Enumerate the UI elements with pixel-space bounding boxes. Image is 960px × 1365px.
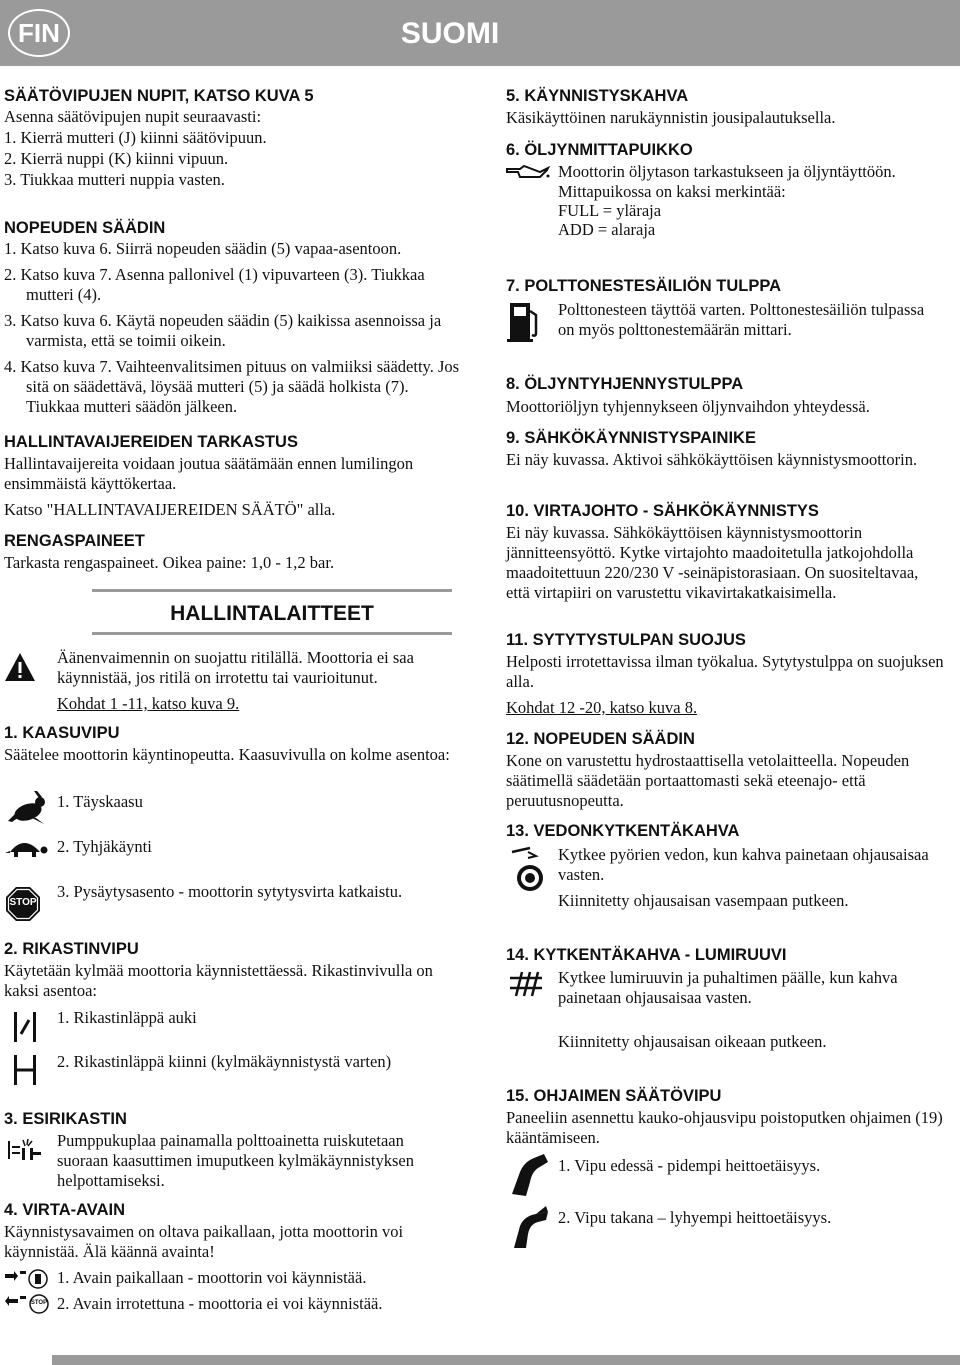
section-text: Paneeliin asennettu kauko-ohjausvipu poistoputken ohjaimen (19) kääntämiseen. bbox=[506, 1108, 943, 1147]
auger-handle-text bbox=[558, 968, 948, 1052]
section-text: Kytkee pyörien vedon, kun kahva painetaan ohjausaisaa vasten. bbox=[558, 845, 929, 884]
text-line: 3. Tiukkaa mutteri nuppia vasten. bbox=[4, 170, 225, 189]
turtle-icon bbox=[4, 836, 48, 865]
section-text: Ei näy kuvassa. Sähkökäyttöisen käynnistysmoottorin jännitteensyöttö. Kytke virtajohto maadoitetulla jatkojohdolla maadoitettuun 220/230 V -seinäpistorasiaan. On suositeltavaa, että virtapiiri on varustettu vikavirtakatkaisimella. bbox=[506, 523, 919, 602]
points-reference: Kohdat 1 -11, katso kuva 9. bbox=[57, 694, 240, 713]
section-text: Tarkasta rengaspaineet. Oikea paine: 1,0 - 1,2 bar. bbox=[4, 553, 335, 572]
section-text: Hallintavaijereita voidaan joutua säätämään ennen lumilingon ensimmäistä käyttökertaa. bbox=[4, 454, 414, 493]
section-reference: Katso "HALLINTAVAIJEREIDEN SÄÄTÖ" alla. bbox=[4, 500, 336, 519]
stop-sign-icon bbox=[5, 886, 41, 927]
text-line: Mittapuikossa on kaksi merkintää: bbox=[558, 182, 786, 201]
section-speed-control-right bbox=[506, 729, 946, 811]
section-electric-start-button bbox=[506, 428, 946, 470]
section-throttle bbox=[4, 723, 464, 765]
choke-open-icon bbox=[10, 1012, 40, 1047]
key-icon-label: STOP bbox=[30, 1300, 48, 1306]
divider bbox=[92, 589, 452, 592]
warning-text: Äänenvaimennin on suojattu ritilällä. Moottoria ei saa käynnistää, jos ritilä on irrotettu tai vaurioitunut. bbox=[57, 648, 414, 687]
chute-option-forward: 1. Vipu edessä - pidempi heittoetäisyys. bbox=[558, 1156, 821, 1175]
language-title: SUOMI bbox=[400, 17, 500, 50]
footer-bar bbox=[52, 1355, 960, 1365]
list-item: 1. Katso kuva 6. Siirrä nopeuden säädin (5) vapaa-asentoon. bbox=[4, 239, 402, 258]
section-title: HALLINTAVAIJEREIDEN TARKASTUS bbox=[4, 433, 298, 451]
language-code-badge: FIN bbox=[8, 9, 70, 57]
section-title: 3. ESIRIKASTIN bbox=[4, 1110, 127, 1128]
section-primer bbox=[4, 1109, 464, 1129]
section-note: Kiinnitetty ohjausaisan oikeaan putkeen. bbox=[558, 1032, 827, 1051]
key-option-removed: 2. Avain irrotettuna - moottoria ei voi käynnistää. bbox=[57, 1294, 383, 1313]
section-title: 4. VIRTA-AVAIN bbox=[4, 1201, 126, 1219]
section-title: SÄÄTÖVIPUJEN NUPIT, KATSO KUVA 5 bbox=[4, 87, 314, 105]
section-adjust-knobs bbox=[4, 86, 464, 190]
points-reference: Kohdat 12 -20, katso kuva 8. bbox=[506, 698, 698, 717]
section-tyre-pressure bbox=[4, 531, 464, 573]
drive-handle-text bbox=[558, 845, 948, 911]
section-text: Moottoriöljyn tyhjennykseen öljynvaihdon yhteydessä. bbox=[506, 397, 870, 416]
section-text: Pumppukuplaa painamalla polttoainetta ruiskutetaan suoraan kaasuttimen imuputkeen kylmäkäynnistyksen helpottamiseksi. bbox=[57, 1131, 414, 1190]
section-text: Säätelee moottorin käyntinopeutta. Kaasuvivulla on kolme asentoa: bbox=[4, 745, 450, 764]
text-line: ADD = alaraja bbox=[558, 220, 656, 239]
header-bar bbox=[0, 0, 960, 66]
section-title: 13. VEDONKYTKENTÄKAHVA bbox=[506, 822, 740, 840]
section-title: RENGASPAINEET bbox=[4, 532, 145, 550]
section-title: 6. ÖLJYNMITTAPUIKKO bbox=[506, 141, 693, 159]
section-spark-plug-cover bbox=[506, 630, 946, 718]
section-fuel-cap bbox=[506, 276, 946, 296]
throttle-option-stop: 3. Pysäytysasento - moottorin sytytysvirta katkaistu. bbox=[57, 882, 403, 901]
text-line: 1. Kierrä mutteri (J) kiinni säätövipuun. bbox=[4, 128, 267, 147]
key-inserted-icon bbox=[4, 1268, 48, 1295]
section-title: 2. RIKASTINVIPU bbox=[4, 940, 139, 958]
section-title: NOPEUDEN SÄÄDIN bbox=[4, 219, 166, 237]
section-text: Käytetään kylmää moottoria käynnistettäessä. Rikastinvivulla on kaksi asentoa: bbox=[4, 961, 433, 1000]
text-line: FULL = yläraja bbox=[558, 201, 662, 220]
wheel-drive-icon bbox=[508, 846, 548, 899]
fuel-pump-icon bbox=[506, 301, 542, 348]
dipstick-text bbox=[558, 162, 948, 239]
warning-block bbox=[57, 648, 457, 714]
section-title: 8. ÖLJYNTYHJENNYSTULPPA bbox=[506, 375, 744, 393]
section-note: Kiinnitetty ohjausaisan vasempaan putkeen. bbox=[558, 891, 849, 910]
text-line: Asenna säätövipujen nupit seuraavasti: bbox=[4, 107, 262, 126]
section-speed-control bbox=[4, 218, 464, 417]
text-line: Moottorin öljytason tarkastukseen ja öljyntäyttöön. bbox=[558, 162, 896, 181]
section-title: 9. SÄHKÖKÄYNNISTYSPAINIKE bbox=[506, 429, 756, 447]
section-title: 1. KAASUVIPU bbox=[4, 724, 120, 742]
section-text: Kytkee lumiruuvin ja puhaltimen päälle, kun kahva painetaan ohjausaisaa vasten. bbox=[558, 968, 898, 1007]
section-ignition-key bbox=[4, 1200, 464, 1262]
section-title: 12. NOPEUDEN SÄÄDIN bbox=[506, 730, 695, 748]
section-chute-lever bbox=[506, 1086, 946, 1148]
choke-option-closed: 2. Rikastinläppä kiinni (kylmäkäynnistystä varten) bbox=[57, 1052, 392, 1071]
section-title: 7. POLTTONESTESÄILIÖN TULPPA bbox=[506, 277, 782, 295]
text-line: 2. Kierrä nuppi (K) kiinni vipuun. bbox=[4, 149, 229, 168]
section-text: Käsikäyttöinen narukäynnistin jousipalautuksella. bbox=[506, 108, 836, 127]
auger-icon bbox=[508, 970, 544, 1003]
section-text: Kone on varustettu hydrostaattisella vetolaitteella. Nopeuden säätimellä säädetään portaattomasti sekä eteenajo- että peruutusnopeutta. bbox=[506, 751, 910, 810]
section-dipstick bbox=[506, 140, 946, 160]
choke-option-open: 1. Rikastinläppä auki bbox=[57, 1008, 197, 1027]
section-title: 5. KÄYNNISTYSKAHVA bbox=[506, 87, 689, 105]
choke-closed-icon bbox=[10, 1055, 40, 1090]
section-title: 15. OHJAIMEN SÄÄTÖVIPU bbox=[506, 1087, 722, 1105]
section-drive-handle bbox=[506, 821, 946, 841]
section-text: Ei näy kuvassa. Aktivoi sähkökäyttöisen käynnistysmoottorin. bbox=[506, 450, 918, 469]
list-item: 2. Katso kuva 7. Asenna pallonivel (1) vipuvarteen (3). Tiukkaa mutteri (4). bbox=[4, 265, 425, 304]
section-title: 14. KYTKENTÄKAHVA - LUMIRUUVI bbox=[506, 946, 787, 964]
list-item: 3. Katso kuva 6. Käytä nopeuden säädin (5) kaikissa asennoissa ja varmista, että se toimii oikein. bbox=[4, 311, 442, 350]
section-text: Helposti irrotettavissa ilman työkalua. Sytytystulppa on suojuksen alla. bbox=[506, 652, 944, 691]
key-removed-icon bbox=[4, 1293, 50, 1320]
section-text: Polttonesteen täyttöä varten. Polttonestesäiliön tulpassa on myös polttonestemäärän mittari. bbox=[558, 300, 925, 339]
key-option-inserted: 1. Avain paikallaan - moottorin voi käynnistää. bbox=[57, 1268, 367, 1287]
section-starter-handle bbox=[506, 86, 946, 128]
controls-heading: HALLINTALAITTEET bbox=[170, 602, 374, 625]
chute-option-back: 2. Vipu takana – lyhyempi heittoetäisyys. bbox=[558, 1208, 832, 1227]
warning-icon bbox=[4, 652, 36, 687]
oil-can-icon bbox=[506, 163, 550, 190]
section-cable-check bbox=[4, 432, 464, 520]
section-text: Käynnistysavaimen on oltava paikallaan, jotta moottorin voi käynnistää. Älä käännä avainta! bbox=[4, 1222, 404, 1261]
section-title: 10. VIRTAJOHTO - SÄHKÖKÄYNNISTYS bbox=[506, 502, 819, 520]
chute-back-icon bbox=[508, 1204, 550, 1255]
section-title: 11. SYTYTYSTULPAN SUOJUS bbox=[506, 631, 746, 649]
list-item: 4. Katso kuva 7. Vaihteenvalitsimen pituus on valmiiksi säädetty. Jos sitä on säädettävä, löysää mutteri (5) ja säädä holkista (7). Tiukkaa mutteri säädön jälkeen. bbox=[4, 357, 460, 416]
throttle-option-idle: 2. Tyhjäkäynti bbox=[57, 837, 152, 856]
rabbit-icon bbox=[6, 790, 48, 831]
section-choke bbox=[4, 939, 464, 1001]
section-power-cord bbox=[506, 501, 946, 603]
chute-forward-icon bbox=[508, 1152, 550, 1203]
divider bbox=[92, 632, 452, 635]
primer-icon bbox=[8, 1138, 42, 1167]
section-oil-drain bbox=[506, 374, 946, 417]
section-auger-handle bbox=[506, 945, 946, 965]
stop-sign-label: STOP bbox=[9, 897, 37, 908]
throttle-option-full: 1. Täyskaasu bbox=[57, 792, 143, 811]
